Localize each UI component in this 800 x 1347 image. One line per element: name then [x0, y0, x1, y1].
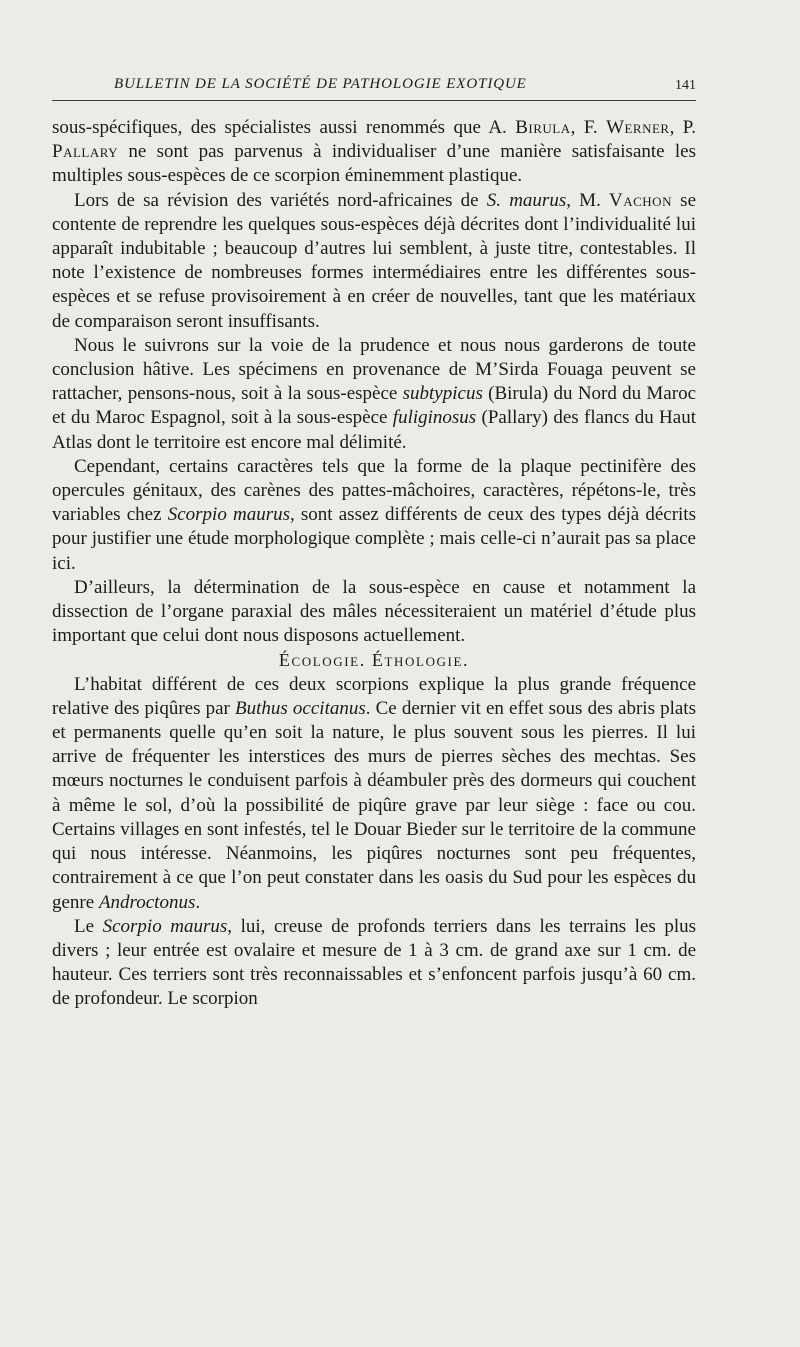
- text-run: , F.: [570, 117, 607, 138]
- author-name: Pallary: [52, 141, 119, 163]
- species-name: Scorpio maurus: [102, 915, 228, 937]
- paragraph-5: D’ailleurs, la détermination de la sous-espèce en cause et notamment la dissection de l’organe paraxial des mâles nécessiteraient un matériel d’étude plus important que celui dont nous disposons actuellement.: [52, 576, 696, 647]
- species-name: Scorpio maurus: [167, 504, 290, 526]
- text-run: , sont assez différents de ceux des types déjà décrits pour justifier une étude morphologique complète ; mais celle-ci n’aurait pas sa place ici.: [52, 504, 696, 574]
- paragraph-1: [52, 116, 696, 189]
- genus-name: Androctonus: [98, 891, 196, 913]
- text-run: Cependant, certains caractères tels que la forme de la plaque pectinifère des opercules génitaux, des carènes des pattes-mâchoires, caractères, répétons-le, très variables chez: [52, 455, 696, 526]
- text-run: ne sont pas parvenus à individualiser d’une manière satisfaisante les multiples sous-espèces de ce scorpion éminemment plastique.: [52, 141, 696, 187]
- author-name: Werner: [606, 117, 670, 138]
- page-header: [52, 74, 696, 101]
- running-title: BULLETIN DE LA SOCIÉTÉ DE PATHOLOGIE EXOTIQUE: [114, 76, 527, 92]
- article-body: [52, 116, 696, 1012]
- species-name: Buthus occitanus: [235, 697, 366, 719]
- text-run: Lors de sa révision des variétés nord-africaines de: [74, 189, 487, 211]
- text-run: (Birula) du Nord du Maroc et du Maroc Espagnol, soit à la sous-espèce: [52, 383, 697, 429]
- text-run: se contente de reprendre les quelques sous-espèces déjà décrites dont l’individualité lui apparaît indubitable ; beaucoup d’autres lui semblent, à juste titre, contestables. Il note l’existence de nombreuses formes intermédiaires entre les différentes sous-espèces et se refuse provisoirement à en créer de nouvelles, tant que les matériaux de comparaison seront insuffisants.: [52, 189, 696, 332]
- text-run: (Pallary) des flancs du Haut Atlas dont le territoire est encore mal délimité.: [52, 407, 696, 453]
- text-run: , P.: [669, 117, 697, 138]
- paragraph-3: [52, 334, 696, 455]
- text-run: L’habitat différent de ces deux scorpions explique la plus grande fréquence relative des piqûres par: [52, 673, 696, 719]
- paragraph-4: [52, 455, 696, 576]
- text-run: Le: [74, 915, 103, 937]
- species-name: subtypicus: [402, 383, 483, 405]
- paragraph-7: [52, 915, 696, 1012]
- species-name: fuliginosus: [392, 407, 477, 429]
- text-run: sous-spécifiques, des spécialistes aussi renommés que A.: [52, 117, 516, 138]
- text-run: , M.: [566, 189, 610, 211]
- text-run: .: [195, 891, 201, 913]
- text-run: Nous le suivrons sur la voie de la prudence et nous nous garderons de toute conclusion hâtive. Les spécimens en provenance de M’Sirda Fouaga peuvent se rattacher, pensons-nous, soit à la sous-espèce: [52, 334, 696, 405]
- author-name: Birula: [515, 117, 571, 138]
- section-heading: Écologie. Éthologie.: [278, 650, 470, 671]
- text-run: . Ce dernier vit en effet sous des abris plats et permanents quelle qu’en soit la nature, le plus souvent sous les pierres. Il lui arrive de fréquenter les interstices des murs de pierres sèches des mechtas. Ses mœurs nocturnes le conduisent parfois à déambuler près des dormeurs qui couchent à même le sol, d’où la possibilité de piqûre grave par leur siège : face ou cou. Certains villages en sont infestés, tel le Douar Bieder sur le territoire de la commune qui nous intéresse. Néanmoins, les piqûres nocturnes sont peu fréquentes, contrairement à ce que l’on peut constater dans les oasis du Sud pour les espèces du genre: [52, 697, 696, 913]
- page-number: 141: [675, 78, 696, 93]
- paragraph-2: [52, 189, 696, 334]
- paragraph-6: [52, 673, 696, 915]
- text-run: , lui, creuse de profonds terriers dans les terrains les plus divers ; leur entrée est ovalaire et mesure de 1 à 3 cm. de grand axe sur 1 cm. de hauteur. Ces terriers sont très reconnaissables et s’enfoncent parfois jusqu’à 60 cm. de profondeur. Le scorpion: [52, 915, 696, 1010]
- author-name: Vachon: [609, 189, 672, 211]
- species-name: S. maurus: [486, 189, 567, 211]
